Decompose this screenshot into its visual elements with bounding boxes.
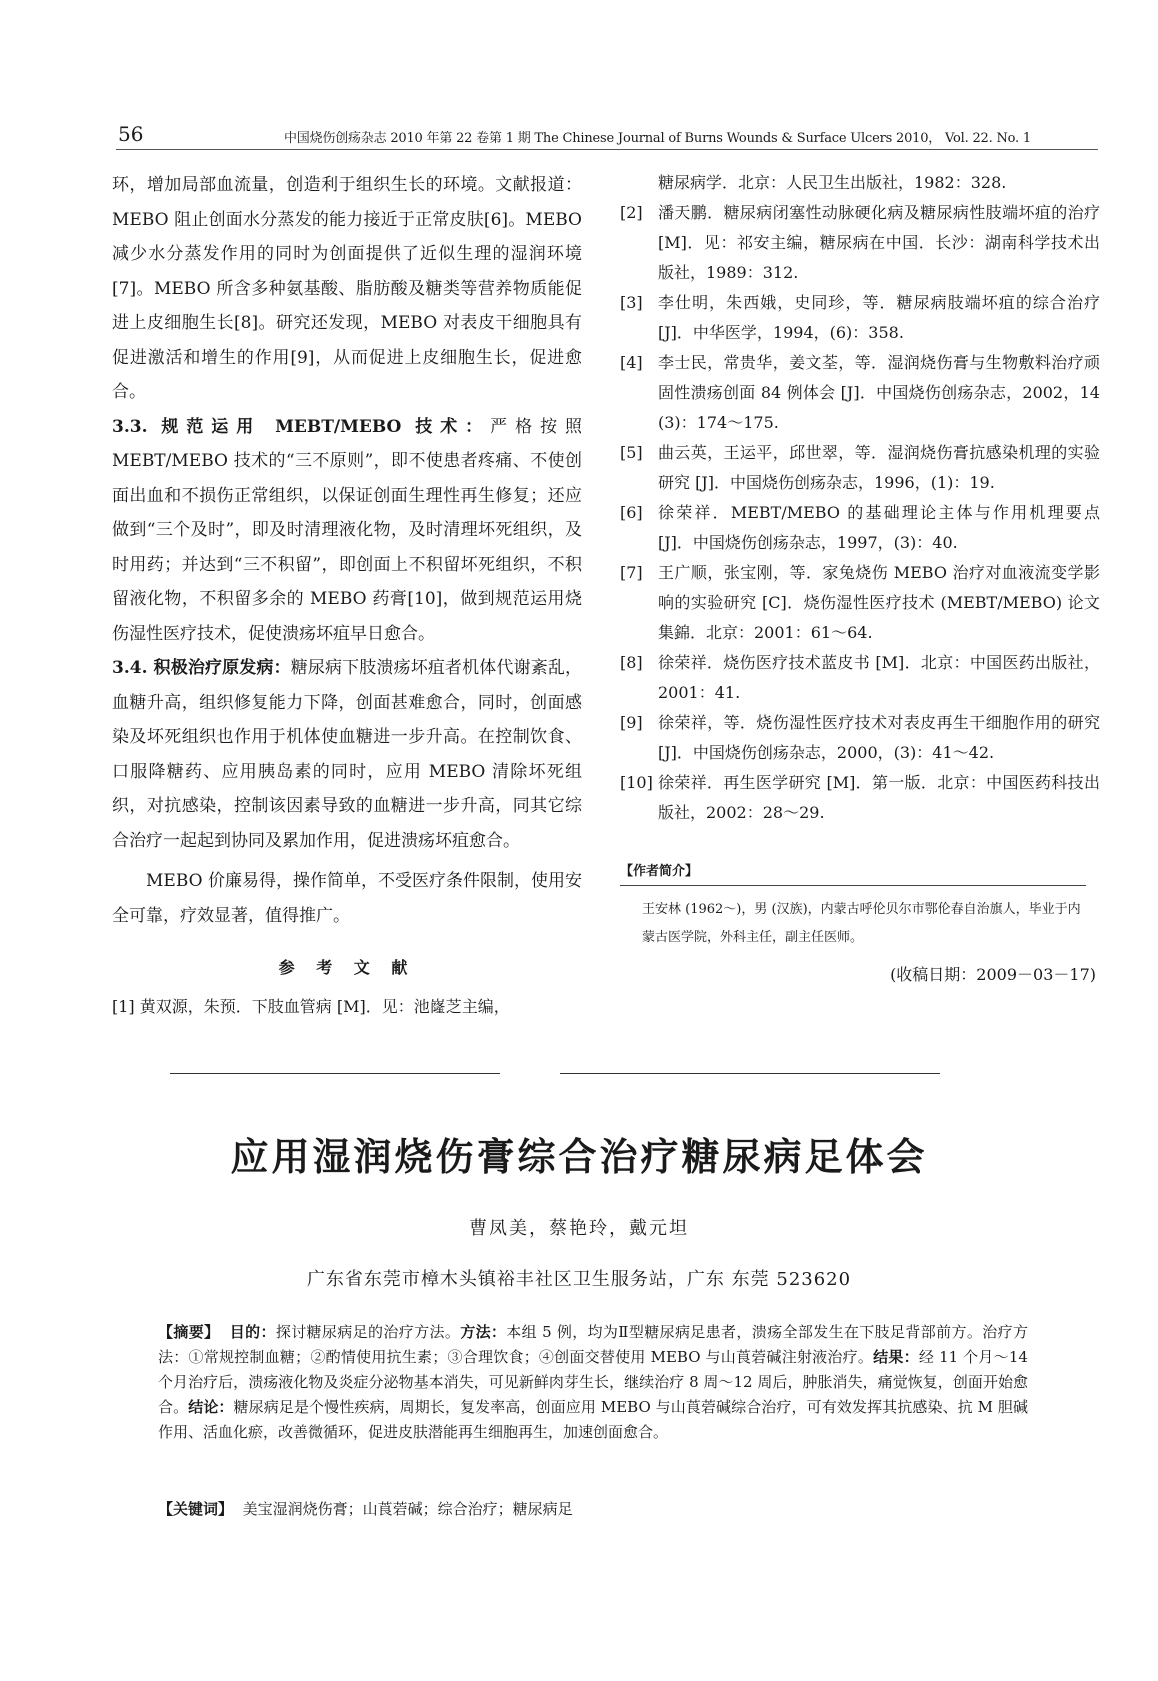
method-label: 方法： [460,1323,507,1341]
reference-item [620,648,1100,708]
page-number: 56 [118,122,144,146]
article-title: 应用湿润烧伤膏综合治疗糖尿病足体会 [230,1135,928,1179]
keywords [158,1498,1028,1519]
section-3-3 [112,410,582,652]
result-label: 结果： [873,1348,919,1366]
reference-text: 李士民，常贵华，姜文荃，等．湿润烧伤膏与生物敷料治疗顽固性溃疡创面 84 例体会 [J]．中国烧伤创疡杂志，2002，14 (3)：174～175. [658,353,1100,432]
article-divider-right [560,1073,940,1074]
reference-item [620,438,1100,498]
reference-1: [1] 黄双源，朱预．下肢血管病 [M]．见：池嶐芝主编， [112,996,510,1016]
reference-text: 曲云英，王运平，邱世翠，等．湿润烧伤膏抗感染机理的实验研究 [J]．中国烧伤创疡杂志，1996，(1)：19. [658,443,1100,492]
keywords-text: 美宝湿润烧伤膏；山莨菪碱；综合治疗；糖尿病足 [242,1500,573,1518]
right-column [620,168,1100,828]
conclusion-label: 结论： [188,1398,234,1416]
section-3-3-text: 严格按照 MEBT/MEBO 技术的“三不原则”，即不使患者疼痛、不使创面出血和不损伤正常组织，以保证创面生理性再生修复；还应做到“三个及时”，即及时清理液化物，及时清理坏死组织，及时用药；并达到“三不积留”，即创面上不积留坏死组织，不积留液化物，不积留多余的 MEBO 药膏[10]，做到规范运用烧伤湿性医疗技术，促使溃疡坏疽早日愈合。 [112,416,583,644]
reference-item [620,288,1100,348]
keywords-label: 【关键词】 [158,1500,234,1518]
reference-number: [3] [620,293,643,312]
reference-number: [9] [620,713,643,732]
paragraph-mebo-mechanism: 环，增加局部血流量，创造利于组织生长的环境。文献报道：MEBO 阻止创面水分蒸发的能力接近于正常皮肤[6]。MEBO 减少水分蒸发作用的同时为创面提供了近似生理的湿润环境[7]。MEBO 所含多种氨基酸、脂肪酸及糖类等营养物质能促进上皮细胞生长[8]。研究还发现，MEBO 对表皮干细胞具有促进激活和增生的作用[9]，从而促进上皮细胞生长，促进愈合。 [112,175,582,402]
objective-text: 探讨糖尿病足的治疗方法。 [275,1323,461,1341]
reference-number: [7] [620,563,643,582]
reference-text: 徐荣祥，等．烧伤湿性医疗技术对表皮再生干细胞作用的研究 [J]．中国烧伤创疡杂志，2000，(3)：41～42. [658,713,1100,762]
header-rule [116,149,1098,150]
abstract [158,1320,1028,1445]
references-heading: 参 考 文 献 [278,958,416,977]
reference-text: 潘天鹏．糖尿病闭塞性动脉硬化病及糖尿病性肢端坏疽的治疗 [M]．见：祁安主编，糖尿病在中国．长沙：湖南科学技术出版社，1989：312. [658,203,1100,282]
reference-text: 徐荣祥．烧伤医疗技术蓝皮书 [M]．北京：中国医药出版社，2001：41. [658,653,1100,702]
received-date: (收稿日期：2009－03－17) [890,965,1096,984]
author-intro-text: 王安林 (1962～)，男 (汉族)，内蒙古呼伦贝尔市鄂伦春自治旗人，毕业于内蒙古医学院，外科主任，副主任医师。 [642,902,1081,945]
method-text: 本组 5 例，均为Ⅱ型糖尿病足患者，溃疡全部发生在下肢足背部前方。治疗方法：①常规控制血糖；②酌情使用抗生素；③合理饮食；④创面交替使用 MEBO 与山莨菪碱注射液治疗。 [158,1323,1028,1366]
result-text: 经 11 个月～14 个月治疗后，溃疡液化物及炎症分泌物基本消失，可见新鲜肉芽生长，继续治疗 8 周～12 周后，肿胀消失，痛觉恢复，创面开始愈合。 [158,1348,1028,1416]
reference-text: 李仕明，朱西娥，史同珍，等．糖尿病肢端坏疽的综合治疗 [J]．中华医学，1994，(6)：358. [658,293,1100,342]
reference-item [620,198,1100,288]
conclusion-text: 糖尿病足是个慢性疾病，周期长，复发率高，创面应用 MEBO 与山莨菪碱综合治疗，可有效发挥其抗感染、抗 M 胆碱作用、活血化瘀，改善微循环，促进皮肤潜能再生细胞再生，加速创面愈合。 [158,1398,1028,1441]
reference-item [620,768,1100,828]
reference-text: 徐荣祥．MEBT/MEBO 的基础理论主体与作用机理要点 [J]．中国烧伤创疡杂志，1997，(3)：40. [658,503,1100,552]
article-affiliation: 广东省东莞市樟木头镇裕丰社区卫生服务站，广东 东莞 523620 [306,1269,852,1290]
reference-number: [4] [620,353,643,372]
section-3-4 [112,651,582,858]
reference-number: [2] [620,203,643,222]
section-3-3-title: 3.3. 规范运用 MEBT/MEBO 技术： [112,416,491,437]
paragraph-conclusion: MEBO 价廉易得，操作简单，不受医疗条件限制，使用安全可靠，疗效显著，值得推广。 [112,871,582,926]
objective-label: 目的： [229,1323,276,1341]
reference-item [620,708,1100,768]
running-header: 中国烧伤创疡杂志 2010 年第 22 卷第 1 期 The Chinese Journal of Burns Wounds & Surface Ulcers 2010， Vol. 22. No. 1 [284,131,1031,146]
section-3-4-title: 3.4. 积极治疗原发病： [112,658,291,678]
reference-item [620,558,1100,648]
reference-number: [6] [620,503,643,522]
left-column [112,168,582,1022]
author-intro-rule [620,885,1086,886]
author-intro [620,860,1090,952]
author-intro-title: 【作者简介】 [620,864,699,879]
reference-number: [10] [620,773,653,792]
reference-item [620,348,1100,438]
article-authors: 曹凤美，蔡艳玲，戴元坦 [469,1218,689,1239]
reference-text: 徐荣祥．再生医学研究 [M]．第一版．北京：中国医药科技出版社，2002：28～29. [658,773,1100,822]
reference-1-continued: 糖尿病学．北京：人民卫生出版社，1982：328. [658,173,1007,192]
section-3-4-text: 糖尿病下肢溃疡坏疽者机体代谢紊乱，血糖升高，组织修复能力下降，创面甚难愈合，同时，创面感染及坏死组织也作用于机体使血糖进一步升高。在控制饮食、口服降糖药、应用胰岛素的同时，应用 MEBO 清除坏死组织，对抗感染，控制该因素导致的血糖进一步升高，同其它综合治疗一起起到协同及累加作用，促进溃疡坏疽愈合。 [112,658,582,851]
abstract-label: 【摘要】 [158,1323,220,1341]
reference-text: 王广顺，张宝刚，等．家兔烧伤 MEBO 治疗对血液流变学影响的实验研究 [C]．烧伤湿性医疗技术 (MEBT/MEBO) 论文集錦．北京：2001：61～64. [658,563,1100,642]
reference-number: [8] [620,653,643,672]
reference-item [620,498,1100,558]
article-divider-left [170,1073,500,1074]
reference-number: [5] [620,443,643,462]
